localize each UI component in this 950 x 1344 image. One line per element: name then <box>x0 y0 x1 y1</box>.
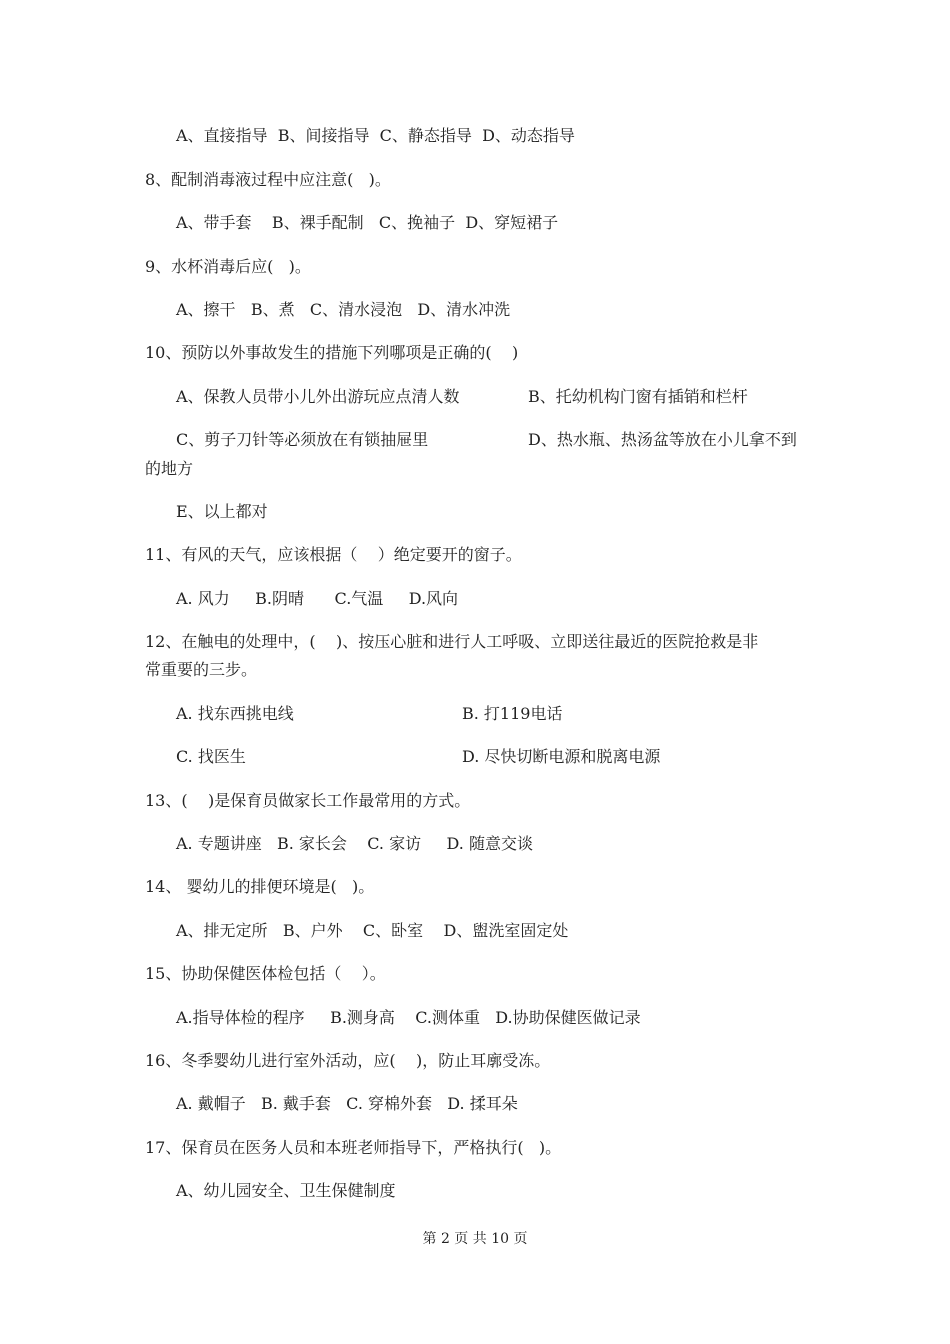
q11-options: A. 风力 B.阴晴 C.气温 D.风向 <box>176 589 459 608</box>
q9-options: A、擦干 B、煮 C、清水浸泡 D、清水冲洗 <box>176 300 511 319</box>
q11-question: 11、有风的天气，应该根据（ ）绝定要开的窗子。 <box>145 545 522 564</box>
q10-option-d: D、热水瓶、热汤盆等放在小儿拿不到 <box>528 430 797 449</box>
q16-question: 16、冬季婴幼儿进行室外活动，应( )，防止耳廓受冻。 <box>145 1051 551 1070</box>
q12-question-cont: 常重要的三步。 <box>145 660 258 679</box>
q15-question: 15、协助保健医体检包括（ ）。 <box>145 964 386 983</box>
q8-options: A、带手套 B、裸手配制 C、挽袖子 D、穿短裙子 <box>176 213 559 232</box>
q14-question: 14、 婴幼儿的排便环境是( )。 <box>145 877 375 896</box>
q17-question: 17、保育员在医务人员和本班老师指导下，严格执行( )。 <box>145 1138 562 1157</box>
q14-options: A、排无定所 B、户外 C、卧室 D、盥洗室固定处 <box>176 921 569 940</box>
q10-question: 10、预防以外事故发生的措施下列哪项是正确的( ) <box>145 343 519 362</box>
q12-question: 12、在触电的处理中，( )、按压心脏和进行人工呼吸、立即送往最近的医院抢救是非 <box>145 632 759 651</box>
q16-options: A. 戴帽子 B. 戴手套 C. 穿棉外套 D. 揉耳朵 <box>176 1094 518 1113</box>
q13-question: 13、( )是保育员做家长工作最常用的方式。 <box>145 791 471 810</box>
q10-option-d-cont: 的地方 <box>145 459 194 478</box>
page-footer: 第 2 页 共 10 页 <box>422 1231 528 1247</box>
q7-options: A、直接指导 B、间接指导 C、静态指导 D、动态指导 <box>176 126 575 145</box>
q12-option-a: A. 找东西挑电线 <box>176 704 294 723</box>
q10-option-b: B、托幼机构门窗有插销和栏杆 <box>528 387 748 406</box>
q17-option-a: A、幼儿园安全、卫生保健制度 <box>176 1181 396 1200</box>
q12-option-d: D. 尽快切断电源和脱离电源 <box>462 747 661 766</box>
q12-option-b: B. 打119电话 <box>462 704 563 723</box>
q10-option-c: C、剪子刀针等必须放在有锁抽屉里 <box>176 430 429 449</box>
q13-options: A. 专题讲座 B. 家长会 C. 家访 D. 随意交谈 <box>176 834 533 853</box>
q9-question: 9、水杯消毒后应( )。 <box>145 257 311 276</box>
q10-option-e: E、以上都对 <box>176 502 268 521</box>
q10-option-a: A、保教人员带小儿外出游玩应点清人数 <box>176 387 460 406</box>
q8-question: 8、配制消毒液过程中应注意( )。 <box>145 170 391 189</box>
q15-options: A.指导体检的程序 B.测身高 C.测体重 D.协助保健医做记录 <box>176 1008 641 1027</box>
q12-option-c: C. 找医生 <box>176 747 246 766</box>
